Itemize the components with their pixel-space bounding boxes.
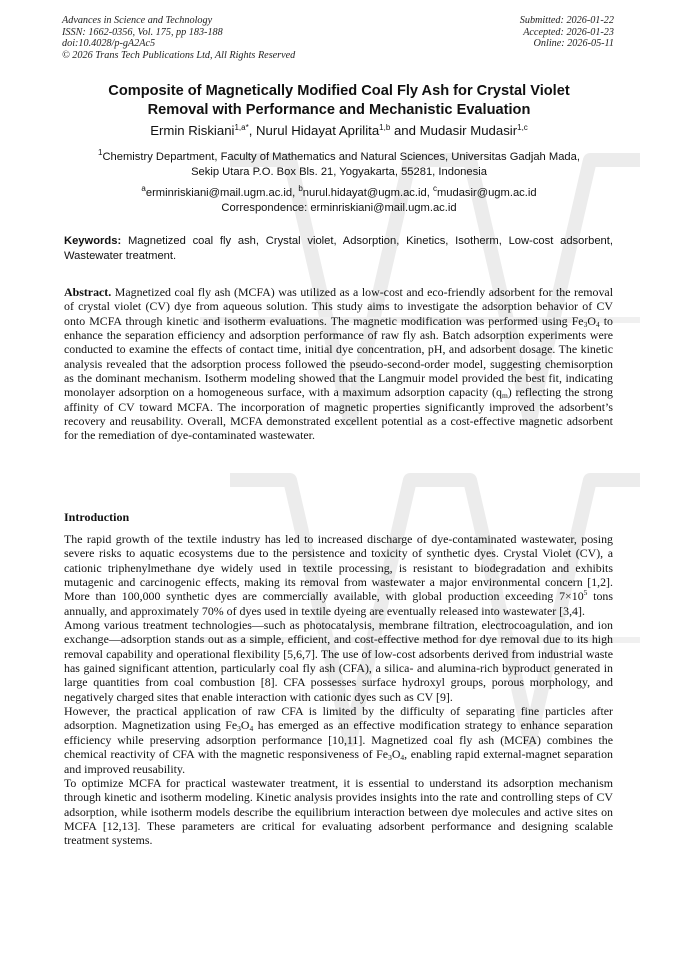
email-marker: a <box>141 184 146 193</box>
keywords-label: Keywords: <box>64 235 122 247</box>
submitted-date: Submitted: 2026-01-22 <box>519 15 614 26</box>
author-separator: and <box>390 123 420 138</box>
affiliation-line-2: Sekip Utara P.O. Box Bls. 21, Yogyakarta, 55281, Indonesia <box>191 165 487 178</box>
subscript: 3 <box>237 724 241 734</box>
paragraph: To optimize MCFA for practical wastewater treatment, it is essential to understand its adsorption mechanism through kinetic and isotherm modeling. Kinetic analysis provides insights into the rate and controlling steps of CV adsorption, while isotherm models describe the equilibrium interaction between dye molecules and active sites on MCFA [12,13]. These parameters are critical for evaluating adsorbent performance and designing scalable treatment systems. <box>64 775 613 848</box>
keywords <box>64 234 613 264</box>
email-c: mudasir@ugm.ac.id <box>436 187 537 199</box>
abstract-text: Magnetized coal fly ash (MCFA) was utilized as a low-cost and eco-friendly adsorbent for the removal of crystal violet (CV) dye from aqueous solution. This study aims to investigate the adsorption behavior of CV onto MCFA through kinetic and isotherm evaluations. The magnetic modification was performed using Fe <box>64 285 613 328</box>
subscript: 4 <box>595 319 600 329</box>
abstract-text: ) reflecting the strong affinity of CV toward MCFA. The incorporation of magnetic properties significantly improved the adsorbent’s recovery and reusability. Overall, MCFA demonstrated excellent potential as a cost-effective magnetic adsorbent for the remediation of dye-contaminated wastewater. <box>64 385 614 443</box>
author-3: Mudasir Mudasir <box>419 123 518 138</box>
abstract-text: O <box>587 313 596 328</box>
title-line-1: Composite of Magnetically Modified Coal Fly Ash for Crystal Violet <box>108 83 570 99</box>
email-b: nurul.hidayat@ugm.ac.id, <box>302 187 433 199</box>
journal-name: Advances in Science and Technology <box>62 15 213 26</box>
subscript: 3 <box>583 319 588 329</box>
accepted-date: Accepted: 2026-01-23 <box>523 26 614 38</box>
email-marker: b <box>298 184 303 193</box>
paragraph-text: tons annually, and approximately 70% of dyes used in textile dyeing are eventually released into wastewater [3,4]. <box>64 589 613 618</box>
email-marker: c <box>432 184 437 193</box>
introduction-body <box>64 532 613 848</box>
paragraph: Among various treatment technologies—such as photocatalysis, membrane filtration, electrocoagulation, and ion exchange—adsorption stands out as a simple, efficient, and cost-effective method for dye removal due to its high removal capability and operational flexibility [5,6,7]. The use of low-cost adsorbents derived from industrial waste has gained significant attention, particularly coal fly ash (CFA), a silica- and alumina-rich byproduct generated in large quantities from coal combustion [8]. CFA possesses surface hydroxyl groups, porous morphology, and negatively charged sites that enable interaction with cationic dyes such as CV [9]. <box>64 618 613 704</box>
abstract <box>64 285 613 443</box>
subscript: 3 <box>388 753 392 763</box>
paragraph-text: O <box>240 718 250 733</box>
paragraph <box>64 704 613 776</box>
abstract-text: to enhance the separation efficiency and adsorption performance of raw fly ash. Batch adsorption experiments were conducted to examine the effects of contact time, initial dye concentration, pH, and adsorbent dosage. The kinetic analysis revealed that the adsorption process followed the pseudo-second-order model, suggesting chemisorption as the dominant mechanism. Isotherm modeling showed that the Langmuir model provided the best fit, indicating monolayer adsorption on a homogeneous surface, with a maximum adsorption capacity (q <box>64 313 613 400</box>
online-date: Online: 2026-05-11 <box>533 38 614 50</box>
correspondence: Correspondence: erminriskiani@mail.ugm.ac.id <box>221 201 457 214</box>
paragraph-text: has emerged as an effective modification strategy to enhance separation efficiency while preserving adsorption performance [10,11]. Magnetized coal fly ash (MCFA) combines the chemical reactivity of CFA with the magnetic responsiveness of Fe <box>64 718 613 762</box>
email-a: erminriskiani@mail.ugm.ac.id, <box>145 187 299 199</box>
author-list <box>60 123 618 139</box>
copyright: © 2026 Trans Tech Publications Ltd, All Rights Reserved <box>62 49 296 61</box>
keywords-text: Magnetized coal fly ash, Crystal violet, Adsorption, Kinetics, Isotherm, Low-cost adsorbent, Wastewater treatment. <box>64 235 613 262</box>
superscript: 5 <box>583 588 588 598</box>
journal-header <box>62 15 295 61</box>
section-heading-introduction: Introduction <box>64 510 130 524</box>
affiliation <box>60 150 618 180</box>
author-1: Ermin Riskiani <box>150 123 235 138</box>
affiliation-line-1: Chemistry Department, Faculty of Mathematics and Natural Sciences, Universitas Gadjah Mada, <box>102 151 580 163</box>
dates-header <box>520 15 614 50</box>
author-separator: , <box>248 123 257 138</box>
subscript: 4 <box>400 753 405 763</box>
paper-title <box>60 82 618 119</box>
author-2: Nurul Hidayat Aprilita <box>256 123 380 138</box>
title-line-2: Removal with Performance and Mechanistic Evaluation <box>147 101 531 118</box>
author-emails <box>60 186 618 216</box>
abstract-label: Abstract. <box>64 285 112 299</box>
doi: doi:10.4028/p-gA2Ac5 <box>62 38 156 50</box>
paragraph <box>64 532 613 618</box>
issn: ISSN: 1662-0356, Vol. 175, pp 183-188 <box>62 26 223 38</box>
author-2-affil: 1,b <box>379 123 391 132</box>
paragraph-text: O <box>391 747 401 762</box>
paragraph-text: , enabling rapid external-magnet separation and improved reusability. <box>64 747 614 776</box>
subscript: m <box>501 391 508 401</box>
paragraph-text: The rapid growth of the textile industry has led to increased discharge of dye-contaminated wastewater, posing severe risks to aquatic ecosystems due to the persistence and toxicity of synthetic dyes. Crystal Violet (CV), a cationic triphenylmethane dye widely used in textile processing, is resistant to biodegradation and exhibits mutagenic and carcinogenic effects, making its removal from wastewater a major environmental concern [1,2]. More than 100,000 synthetic dyes are commercially available, with global production exceeding 7×10 <box>64 532 613 604</box>
paragraph-text: However, the practical application of raw CFA is limited by the difficulty of separating fine particles after adsorption. Magnetization using Fe <box>64 704 613 733</box>
affiliation-marker: 1 <box>98 148 103 157</box>
subscript: 4 <box>249 724 254 734</box>
author-1-affil: 1,a* <box>234 123 249 132</box>
author-3-affil: 1,c <box>517 123 528 132</box>
